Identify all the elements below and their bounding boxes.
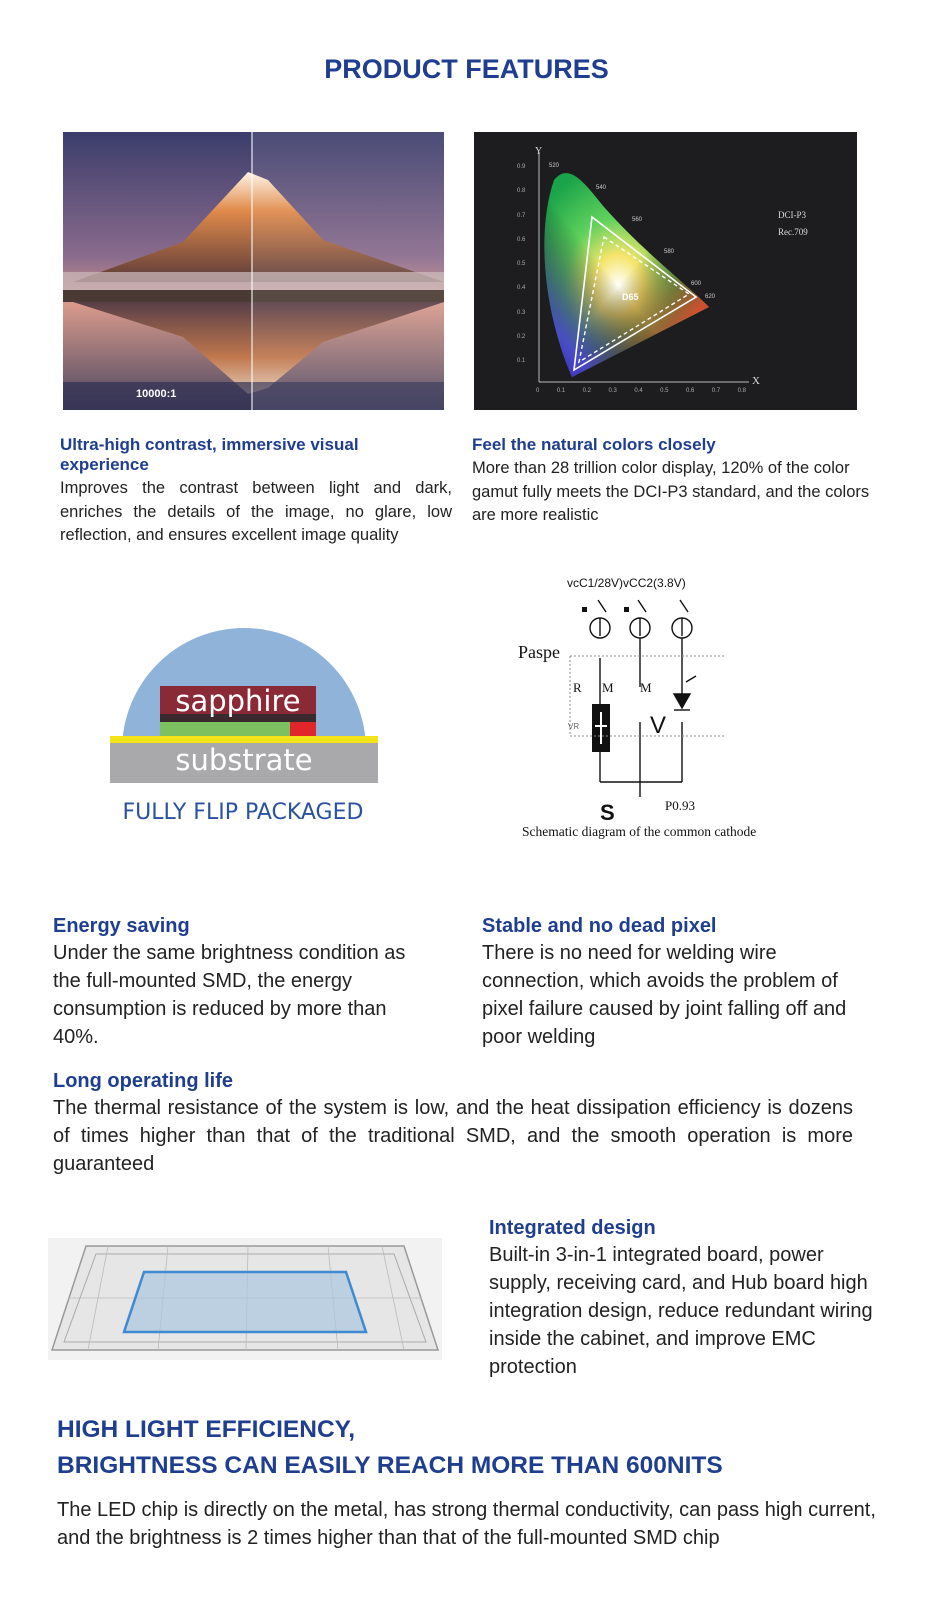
- cabinet-wireframe-illustration: [48, 1238, 442, 1360]
- wavelength-label: 600: [691, 281, 702, 287]
- gamut-x-ticks: [536, 388, 746, 394]
- gamut-y-axis-label: Y: [535, 146, 543, 157]
- feature-body: Improves the contrast between light and dark, enriches the details of the image, no glare, low reflection, and ensures excellent image quality: [60, 479, 452, 544]
- schematic-label-r: R: [573, 680, 582, 695]
- schematic-label-vr: VR: [568, 722, 580, 731]
- solder-yellow-layer: [110, 736, 378, 743]
- gamut-y-tick: 0.6: [517, 236, 526, 243]
- feature-body: Built-in 3-in-1 integrated board, power supply, receiving card, and Hub board high integration design, reduce redundant wiring inside the cabinet, and improve EMC protection: [489, 1244, 873, 1378]
- efficiency-section: [57, 1412, 877, 1552]
- feature-contrast: [60, 435, 452, 548]
- flip-chip-illustration: [108, 626, 380, 786]
- gamut-y-tick: 0.7: [517, 212, 526, 219]
- schematic-label-m1: M: [602, 680, 614, 695]
- white-point-label: D65: [622, 292, 639, 302]
- feature-no-dead-pixel: [482, 915, 872, 1051]
- feature-heading: Long operating life: [53, 1070, 233, 1092]
- gamut-x-axis-label: X: [752, 375, 760, 387]
- gamut-y-tick: 0.1: [517, 358, 526, 365]
- feature-heading: Ultra-high contrast, immersive visual experience: [60, 435, 359, 474]
- efficiency-body: The LED chip is directly on the metal, has strong thermal conductivity, can pass high current, and the brightness is 2 times higher than that of the full-mounted SMD chip: [57, 1499, 876, 1549]
- feature-long-life: [53, 1070, 853, 1178]
- gamut-legend-rec709: Rec.709: [778, 227, 808, 237]
- gamut-y-tick: 0.9: [517, 164, 526, 170]
- wavelength-label: 620: [705, 294, 716, 300]
- wavelength-label: 520: [549, 163, 560, 169]
- feature-natural-colors: [472, 435, 874, 528]
- efficiency-heading-line1: HIGH LIGHT EFFICIENCY,: [57, 1416, 356, 1443]
- schematic-diagram: [510, 572, 830, 847]
- schematic-label-s: S: [600, 800, 615, 825]
- gamut-x-tick: 0.3: [608, 388, 617, 394]
- wavelength-label: 560: [632, 217, 643, 223]
- gamut-x-tick: 0.6: [685, 388, 695, 394]
- contrast-image: [63, 132, 444, 410]
- sapphire-label: sapphire: [175, 684, 301, 718]
- substrate-label: substrate: [175, 743, 313, 777]
- feature-heading: Integrated design: [489, 1217, 656, 1239]
- gamut-x-tick: 0.7: [711, 388, 721, 394]
- gamut-x-tick: 0.2: [582, 388, 591, 394]
- page-title: PRODUCT FEATURES: [324, 54, 609, 84]
- gamut-x-tick: 0.5: [660, 388, 669, 394]
- feature-energy-saving: [53, 915, 433, 1051]
- schematic-label-v: V: [650, 712, 667, 739]
- gamut-x-tick: 0.1: [556, 388, 566, 394]
- color-gamut-image: [474, 132, 857, 410]
- gamut-y-tick: 0.5: [517, 261, 526, 268]
- mountain-landscape-illustration: [63, 132, 444, 410]
- feature-body: More than 28 trillion color display, 120% of the color gamut fully meets the DCI-P3 standard, and the colors are more realistic: [472, 459, 870, 524]
- efficiency-heading-line2: BRIGHTNESS CAN EASILY REACH MORE THAN 600NITS: [57, 1452, 723, 1479]
- gamut-y-ticks: [517, 155, 533, 374]
- gamut-legend-dci-p3: DCI-P3: [778, 210, 807, 220]
- feature-body: There is no need for welding wire connection, which avoids the problem of pixel failure caused by joint falling off and poor welding: [482, 942, 847, 1048]
- wavelength-label: 540: [596, 185, 607, 191]
- feature-body: Under the same brightness condition as the full-mounted SMD, the energy consumption is reduced by more than 40%.: [53, 942, 406, 1048]
- chip-green-layer: [160, 722, 290, 736]
- cabinet-image: [48, 1238, 442, 1360]
- schematic-caption: Schematic diagram of the common cathode: [522, 824, 757, 839]
- chip-red-layer: [290, 722, 316, 736]
- schematic-label-m2: M: [640, 680, 652, 695]
- gamut-x-tick: 0: [536, 388, 540, 394]
- gamut-x-tick: 0.8: [737, 388, 746, 394]
- feature-heading: Stable and no dead pixel: [482, 915, 717, 937]
- gamut-y-tick: 0.4: [517, 285, 526, 292]
- schematic-left-label: Paspe: [518, 642, 560, 662]
- feature-heading: Feel the natural colors closely: [472, 435, 716, 454]
- gamut-y-tick: 0.3: [517, 309, 526, 316]
- contrast-ratio-label: 10000:1: [136, 388, 177, 400]
- feature-body: The thermal resistance of the system is low, and the heat dissipation efficiency is dozens of times higher than that of the traditional SMD, and the smooth operation is more guaranteed: [53, 1097, 853, 1175]
- gamut-x-tick: 0.4: [634, 388, 643, 394]
- gamut-y-tick: 0.8: [517, 188, 526, 195]
- feature-integrated-design: [489, 1217, 879, 1381]
- feature-heading: Energy saving: [53, 915, 190, 937]
- schematic-supply-label: vcC1/28V)vCC2(3.8V): [567, 576, 686, 590]
- flip-chip-caption: FULLY FLIP PACKAGED: [122, 800, 364, 825]
- schematic-pitch: P0.93: [665, 798, 695, 813]
- wavelength-label: 580: [664, 249, 675, 255]
- gamut-y-tick: 0.2: [517, 334, 526, 341]
